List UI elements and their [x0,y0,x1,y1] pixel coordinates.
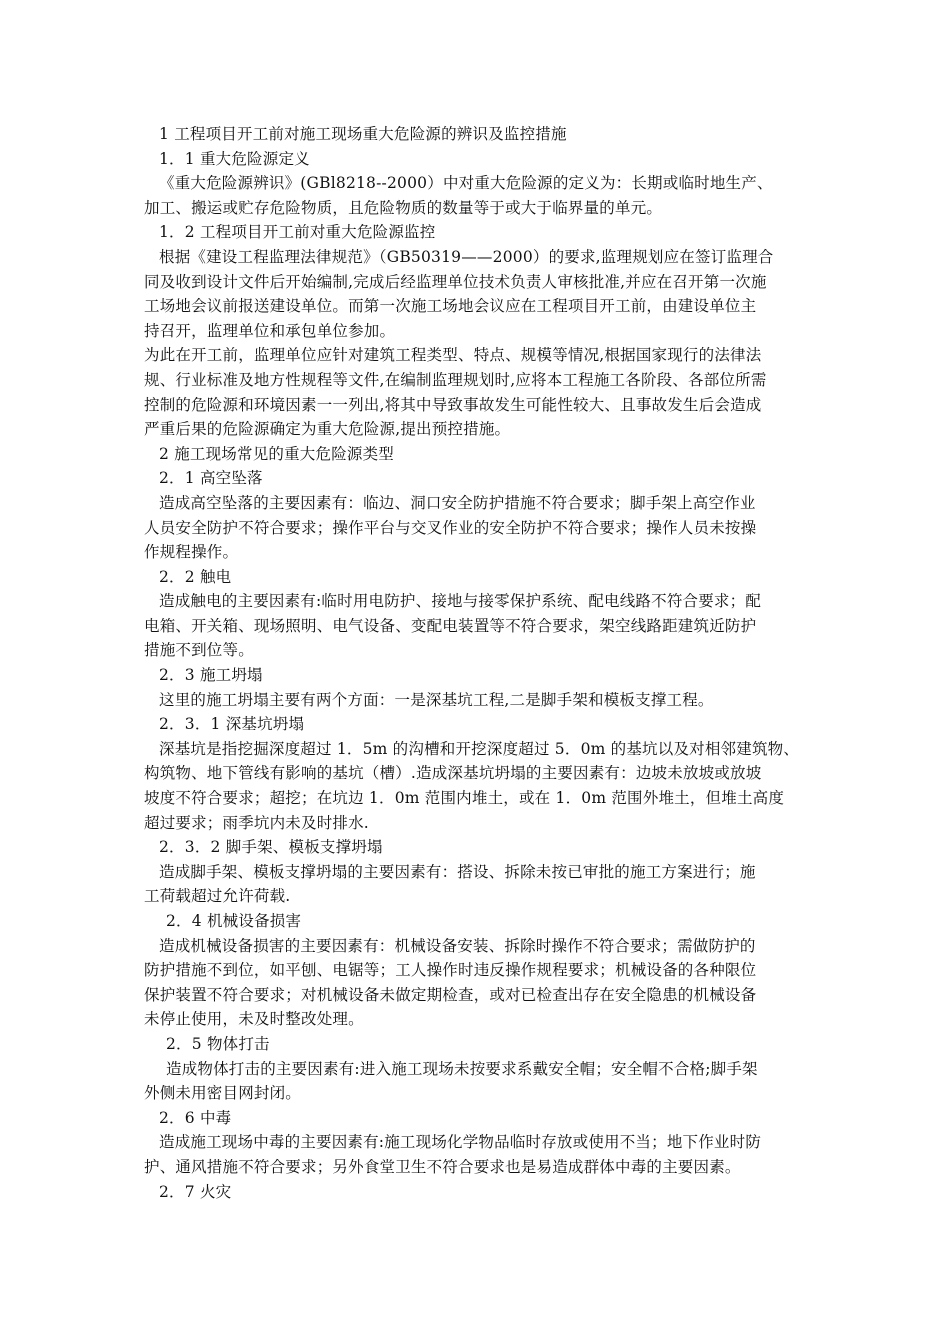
text-line: 2．4 机械设备损害 [166,912,302,930]
text-line: 2．6 中毒 [159,1108,232,1127]
text-line: 造成脚手架、模板支撑坍塌的主要因素有：搭设、拆除未按已审批的施工方案进行；施 [159,862,756,881]
text-line: 2．1 高空坠落 [159,469,263,488]
text-line: 造成高空坠落的主要因素有：临边、洞口安全防护措施不符合要求；脚手架上高空作业 [159,493,756,512]
text-line: 这里的施工坍塌主要有两个方面：一是深基坑工程,二是脚手架和模板支撑工程。 [159,690,714,709]
text-line: 加工、搬运或贮存危险物质，且危险物质的数量等于或大于临界量的单元。 [144,198,663,217]
text-line: 构筑物、地下管线有影响的基坑（槽）.造成深基坑坍塌的主要因素有：边坡未放坡或放坡 [144,764,762,783]
text-line: 保护装置不符合要求；对机械设备未做定期检查，或对已检查出存在安全隐患的机械设备 [144,985,757,1004]
text-line: 持召开，监理单位和承包单位参加。 [144,321,396,340]
text-line: 2 施工现场常见的重大危险源类型 [159,444,394,463]
text-line: 造成物体打击的主要因素有:进入施工现场未按要求系戴安全帽；安全帽不合格;脚手架 [166,1059,758,1078]
text-line: 电箱、开关箱、现场照明、电气设备、变配电装置等不符合要求，架空线路距建筑近防护 [144,616,757,635]
text-line: 控制的危险源和环境因素一一列出,将其中导致事故发生可能性较大、且事故发生后会造成 [144,395,762,414]
text-line: 2．5 物体打击 [166,1034,270,1053]
text-line: 2．3．2 脚手架、模板支撑坍塌 [159,838,383,857]
text-line: 根据《建设工程监理法律规范》（GB50319——2000）的要求,监理规划应在签订监理合 [159,247,774,266]
text-line: 防护措施不到位，如平刨、电锯等；工人操作时违反操作规程要求；机械设备的各种限位 [144,961,757,980]
text-line: 工荷载超过允许荷载. [144,887,291,906]
text-line: 2．3．1 深基坑坍塌 [159,715,305,734]
text-line: 作规程操作。 [144,543,239,562]
text-line: 严重后果的危险源确定为重大危险源,提出预控措施。 [144,420,511,439]
text-line: 1．2 工程项目开工前对重大危险源监控 [159,223,436,242]
text-line: 超过要求；雨季坑内未及时排水. [144,813,369,832]
text-line: 人员安全防护不符合要求；操作平台与交叉作业的安全防护不符合要求；操作人员未按操 [144,518,757,537]
text-line: 深基坑是指挖掘深度超过 1．5m 的沟槽和开挖深度超过 5．0m 的基坑以及对相邻建筑物、 [159,739,800,758]
text-line: 坡度不符合要求；超挖；在坑边 1．0m 范围内堆土，或在 1．0m 范围外堆土，但堆土高度 [144,789,785,808]
text-line: 为此在开工前，监理单位应针对建筑工程类型、特点、规模等情况,根据国家现行的法律法 [144,346,762,365]
text-line: 《重大危险源辨识》(GBl8218--2000）中对重大危险源的定义为：长期或临时地生产、 [159,174,773,193]
text-line: 1．1 重大危险源定义 [159,149,310,168]
text-line: 同及收到设计文件后开始编制,完成后经监理单位技术负责人审核批准,并应在召开第一次施 [144,272,767,291]
text-line: 造成机械设备损害的主要因素有：机械设备安装、拆除时操作不符合要求；需做防护的 [159,936,756,955]
text-line: 2．2 触电 [159,567,232,586]
text-line: 护、通风措施不符合要求；另外食堂卫生不符合要求也是易造成群体中毒的主要因素。 [144,1157,741,1176]
text-line: 造成触电的主要因素有:临时用电防护、接地与接零保护系统、配电线路不符合要求；配 [159,592,762,611]
text-line: 措施不到位等。 [144,641,254,660]
text-line: 2．7 火灾 [159,1182,232,1201]
text-line: 规、行业标准及地方性规程等文件,在编制监理规划时,应将本工程施工各阶段、各部位所需 [144,370,767,389]
document-body [144,122,810,1204]
text-line: 工场地会议前报送建设单位。而第一次施工场地会议应在工程项目开工前，由建设单位主 [144,297,757,316]
text-line: 2．3 施工坍塌 [159,666,263,685]
text-line: 外侧未用密目网封闭。 [144,1084,302,1103]
text-line: 1 工程项目开工前对施工现场重大危险源的辨识及监控措施 [159,125,567,143]
text-line: 造成施工现场中毒的主要因素有:施工现场化学物品临时存放或使用不当；地下作业时防 [159,1133,762,1152]
text-line: 未停止使用，未及时整改处理。 [144,1010,364,1029]
